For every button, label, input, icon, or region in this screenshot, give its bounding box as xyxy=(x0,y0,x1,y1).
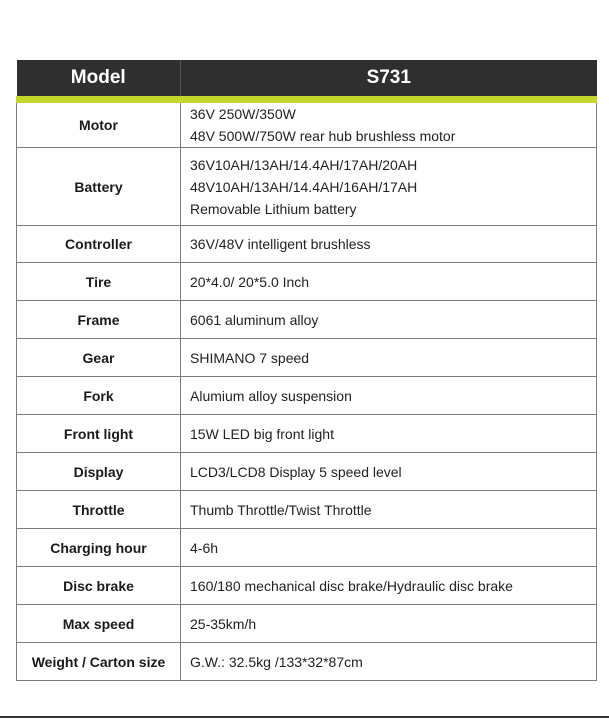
spec-label: Tire xyxy=(17,263,181,301)
spec-value: SHIMANO 7 speed xyxy=(181,339,597,377)
header-model-label: Model xyxy=(17,60,181,100)
spec-label: Battery xyxy=(17,148,181,226)
header-model-value: S731 xyxy=(181,60,597,100)
spec-value: 15W LED big front light xyxy=(181,415,597,453)
spec-row-tire xyxy=(17,263,597,301)
spec-label: Frame xyxy=(17,301,181,339)
spec-row-fork xyxy=(17,377,597,415)
spec-label: Gear xyxy=(17,339,181,377)
spec-value: LCD3/LCD8 Display 5 speed level xyxy=(181,453,597,491)
spec-label: Weight / Carton size xyxy=(17,643,181,681)
spec-value: 160/180 mechanical disc brake/Hydraulic disc brake xyxy=(181,567,597,605)
spec-value: 6061 aluminum alloy xyxy=(181,301,597,339)
spec-value: 36V10AH/13AH/14.4AH/17AH/20AH 48V10AH/13AH/14.4AH/16AH/17AH Removable Lithium battery xyxy=(181,148,597,226)
spec-label: Throttle xyxy=(17,491,181,529)
bottom-divider xyxy=(0,716,609,718)
spec-row-weight-carton-size xyxy=(17,643,597,681)
spec-value: G.W.: 32.5kg /133*32*87cm xyxy=(181,643,597,681)
spec-row-charging-hour xyxy=(17,529,597,567)
spec-row-battery xyxy=(17,148,597,226)
spec-value: 36V 250W/350W 48V 500W/750W rear hub brushless motor xyxy=(181,100,597,148)
spec-label: Motor xyxy=(17,100,181,148)
spec-row-display xyxy=(17,453,597,491)
spec-value: 20*4.0/ 20*5.0 Inch xyxy=(181,263,597,301)
spec-label: Controller xyxy=(17,226,181,263)
spec-row-gear xyxy=(17,339,597,377)
spec-value: 36V/48V intelligent brushless xyxy=(181,226,597,263)
spec-row-controller xyxy=(17,226,597,263)
spec-row-front-light xyxy=(17,415,597,453)
spec-row-max-speed xyxy=(17,605,597,643)
spec-label: Charging hour xyxy=(17,529,181,567)
spec-label: Disc brake xyxy=(17,567,181,605)
spec-value: Thumb Throttle/Twist Throttle xyxy=(181,491,597,529)
table-header-row xyxy=(17,60,597,100)
spec-table xyxy=(16,60,597,681)
spec-value: 25-35km/h xyxy=(181,605,597,643)
spec-row-disc-brake xyxy=(17,567,597,605)
spec-value: 4-6h xyxy=(181,529,597,567)
spec-value: Alumium alloy suspension xyxy=(181,377,597,415)
spec-label: Display xyxy=(17,453,181,491)
spec-row-throttle xyxy=(17,491,597,529)
spec-row-frame xyxy=(17,301,597,339)
spec-label: Fork xyxy=(17,377,181,415)
spec-label: Max speed xyxy=(17,605,181,643)
spec-row-motor xyxy=(17,100,597,148)
spec-label: Front light xyxy=(17,415,181,453)
